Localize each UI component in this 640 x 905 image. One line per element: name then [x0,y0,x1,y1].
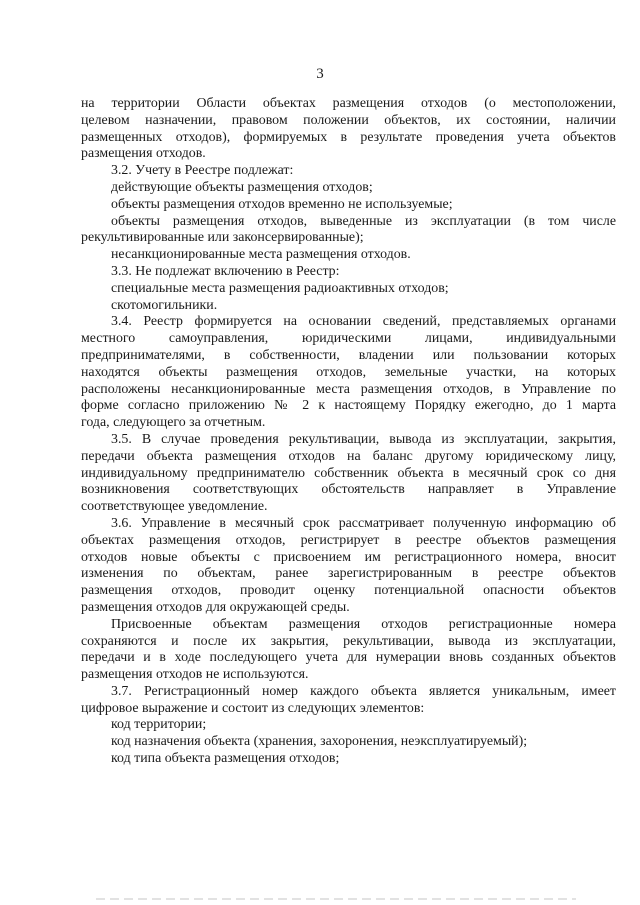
list-item: скотомогильники. [111,297,218,313]
list-item: код назначения объекта (хранения, захоронения, неэксплуатируемый); [111,734,528,750]
paragraph-registry-scope [81,96,616,163]
text-line: размещения отходов не используются. [81,667,309,683]
text-line: предпринимателями, в собственности, владении или пользовании которых [81,347,616,363]
clause-3-3-heading: 3.3. Не подлежат включению в Реестр: [111,263,340,279]
clause-3-7 [81,684,616,718]
text-line: расположены несанкционированные места размещения отходов, в Управление по [81,381,616,397]
text-line: объектах размещения отходов, регистрирует в реестре объектов размещения [81,532,616,548]
clause-3-6 [81,516,616,617]
text-line: возникновения соответствующих обстоятельств направляет в Управление [81,482,616,498]
text-line: форме согласно приложению № 2 к настоящему Порядку ежегодно, до 1 марта [81,398,616,414]
clause-3-4 [81,314,616,432]
text-line: сохраняются и после их закрытия, рекультивации, вывода из эксплуатации, [81,633,616,649]
text-line: 3.4. Реестр формируется на основании сведений, представляемых органами [111,314,616,330]
text-line: отходов новые объекты с присвоением им регистрационного номера, вносит [81,549,616,565]
paragraph-registration-numbers [81,617,616,684]
text-line: размещения отходов. [81,146,206,162]
list-item: несанкционированные места размещения отходов. [111,247,411,263]
list-item: специальные места размещения радиоактивных отходов; [111,280,449,296]
text-line: Присвоенные объектам размещения отходов регистрационные номера [111,616,616,632]
text-line: на территории Области объектах размещения отходов (о местоположении, [81,96,616,111]
page-number: 3 [316,66,324,82]
text-line: индивидуальному предпринимателю собственник объекта в месячный срок со дня [81,465,616,481]
list-item: код типа объекта размещения отходов; [111,751,340,767]
text-line: местного самоуправления, юридическими лицами, индивидуальными [81,331,616,347]
text-line: 3.6. Управление в месячный срок рассматривает полученную информацию об [111,515,616,531]
scan-artifact-line [96,898,576,900]
text-line: года, следующего за отчетным. [81,415,266,431]
text-line: изменения по объектам, ранее зарегистрированным в реестре объектов [81,566,616,582]
document-body [81,96,616,768]
text-line: 3.7. Регистрационный номер каждого объекта является уникальным, имеет [111,683,616,699]
text-line: размещенных отходов), формируемых в результате проведения учета объектов [81,129,616,145]
text-line: объекты размещения отходов, выведенные из эксплуатации (в том числе [111,213,616,229]
text-line: 3.5. В случае проведения рекультивации, вывода из эксплуатации, закрытия, [111,431,616,447]
text-line: размещения отходов, проводит оценку потенциальной опасности объектов [81,583,616,599]
text-line: передачи объекта размещения отходов на баланс другому юридическому лицу, [81,448,616,464]
text-line: цифровое выражение и состоит из следующих элементов: [81,700,425,716]
text-line: соответствующее уведомление. [81,499,268,515]
clause-3-5 [81,432,616,516]
text-line: передачи и в ходе последующего учета для нумерации вновь созданных объектов [81,650,616,666]
list-item: действующие объекты размещения отходов; [111,179,373,195]
text-line: целевом назначении, правовом положении объектов, их состоянии, наличии [81,112,616,128]
text-line: размещения отходов для окружающей среды. [81,599,350,615]
clause-3-2-heading: 3.2. Учету в Реестре подлежат: [111,163,294,179]
text-line: рекультивированные или законсервированные); [81,230,364,246]
list-item [81,214,616,248]
text-line: находятся объекты размещения отходов, земельные участки, на которых [81,364,616,380]
list-item: код территории; [111,717,207,733]
list-item: объекты размещения отходов временно не используемые; [111,196,453,212]
